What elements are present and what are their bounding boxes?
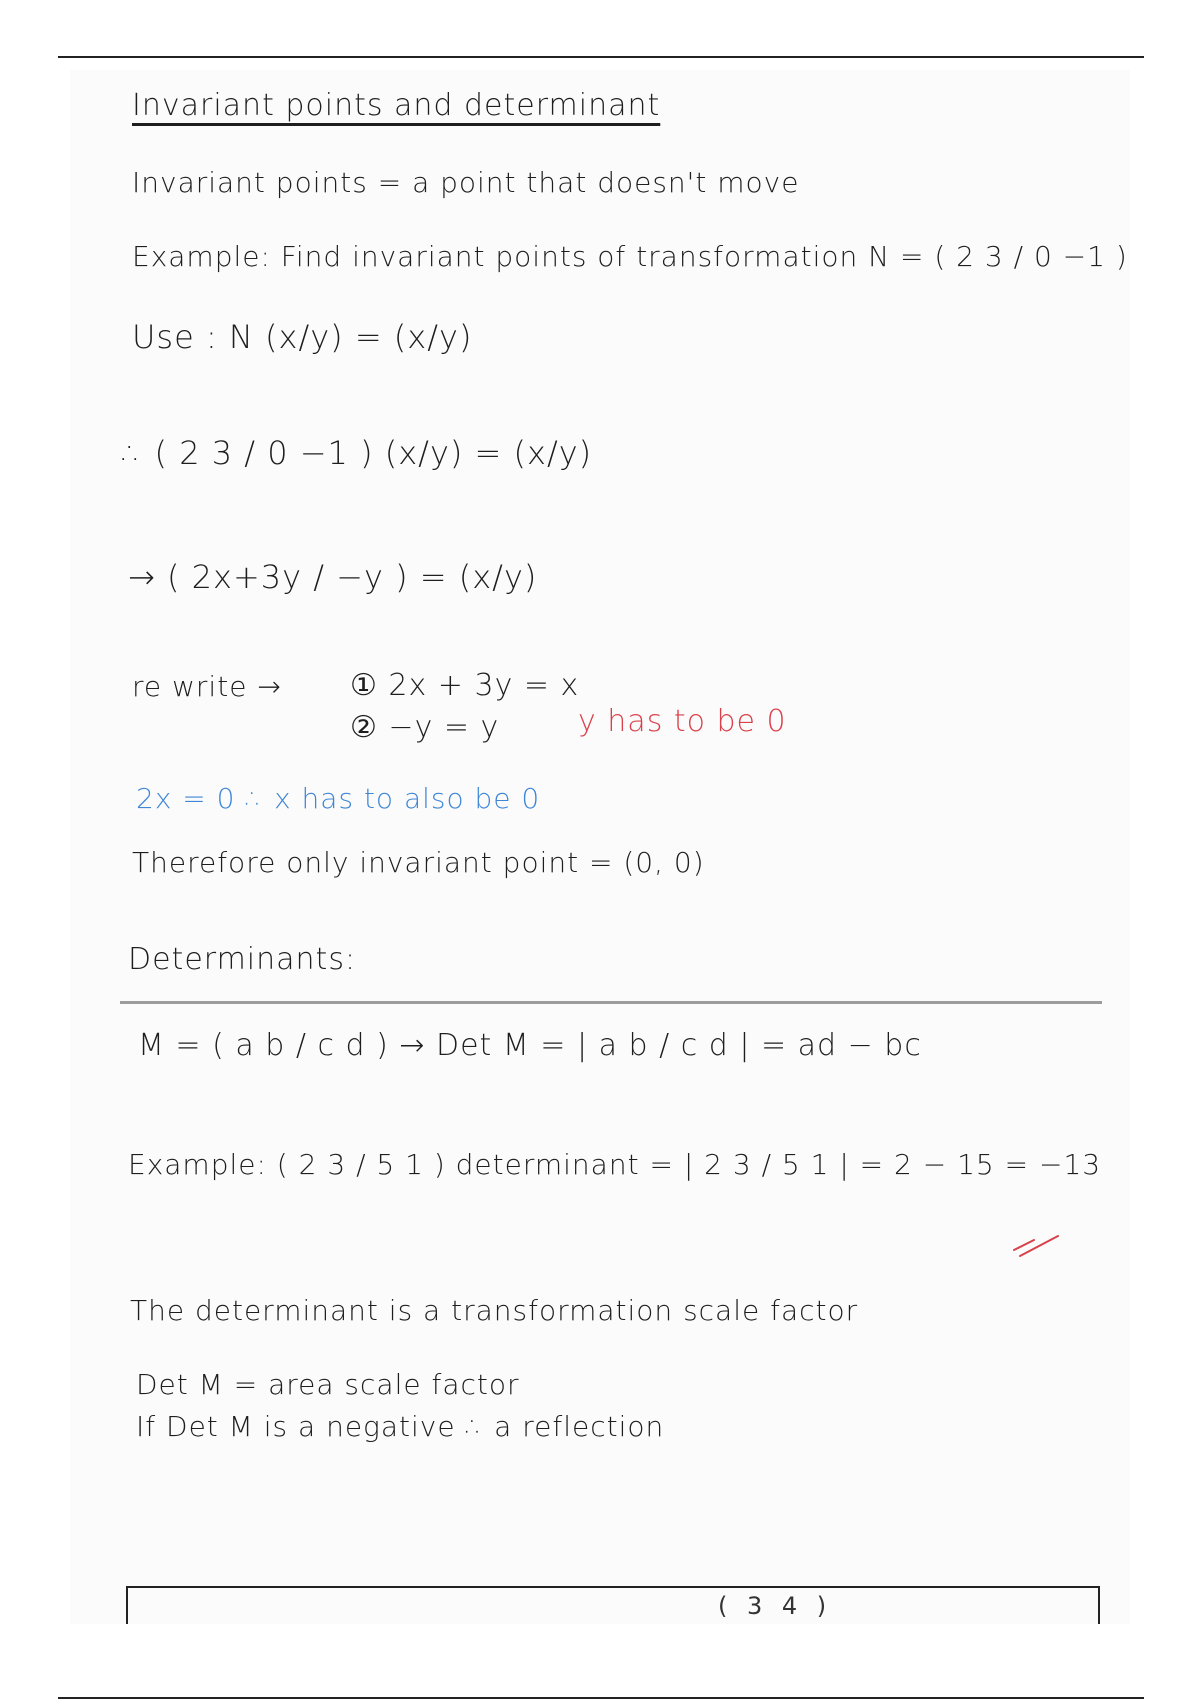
equation-1: ① 2x + 3y = x xyxy=(350,668,580,703)
scale-factor-line: The determinant is a transformation scale factor xyxy=(130,1294,859,1327)
cut-off-box xyxy=(126,1586,1100,1624)
y-zero-note: y has to be 0 xyxy=(578,704,787,739)
top-rule xyxy=(58,56,1144,58)
example1-line: Example: Find invariant points of transformation N = ( 2 3 / 0 −1 ) xyxy=(132,240,1128,273)
handwritten-notes-page xyxy=(70,70,1130,1624)
use-line: Use : N (x/y) = (x/y) xyxy=(132,318,473,356)
example2-line: Example: ( 2 3 / 5 1 ) determinant = | 2 3 / 5 1 | = 2 − 15 = −13 xyxy=(128,1148,1102,1181)
cut-off-text: ( 3 4 ) xyxy=(718,1592,833,1620)
red-check-mark xyxy=(1010,1230,1062,1260)
conclusion-line: Therefore only invariant point = (0, 0) xyxy=(132,846,705,879)
x-zero-note: 2x = 0 ∴ x has to also be 0 xyxy=(136,782,541,815)
notes-title: Invariant points and determinant xyxy=(132,88,661,123)
rewrite-label: re write → xyxy=(132,670,282,703)
bottom-rule xyxy=(58,1697,1144,1699)
equation-2: ② −y = y xyxy=(350,710,500,745)
section-separator xyxy=(120,1001,1102,1004)
determinants-heading: Determinants: xyxy=(128,942,357,977)
step1-line: ∴ ( 2 3 / 0 −1 ) (x/y) = (x/y) xyxy=(122,434,593,472)
step2-line: → ( 2x+3y / −y ) = (x/y) xyxy=(128,558,538,596)
determinant-definition: M = ( a b / c d ) → Det M = | a b / c d | = ad − bc xyxy=(138,1028,922,1063)
area-scale-factor-line: Det M = area scale factor xyxy=(136,1368,520,1401)
negative-reflection-line: If Det M is a negative ∴ a reflection xyxy=(136,1410,665,1443)
definition-line: Invariant points = a point that doesn't move xyxy=(132,166,800,199)
